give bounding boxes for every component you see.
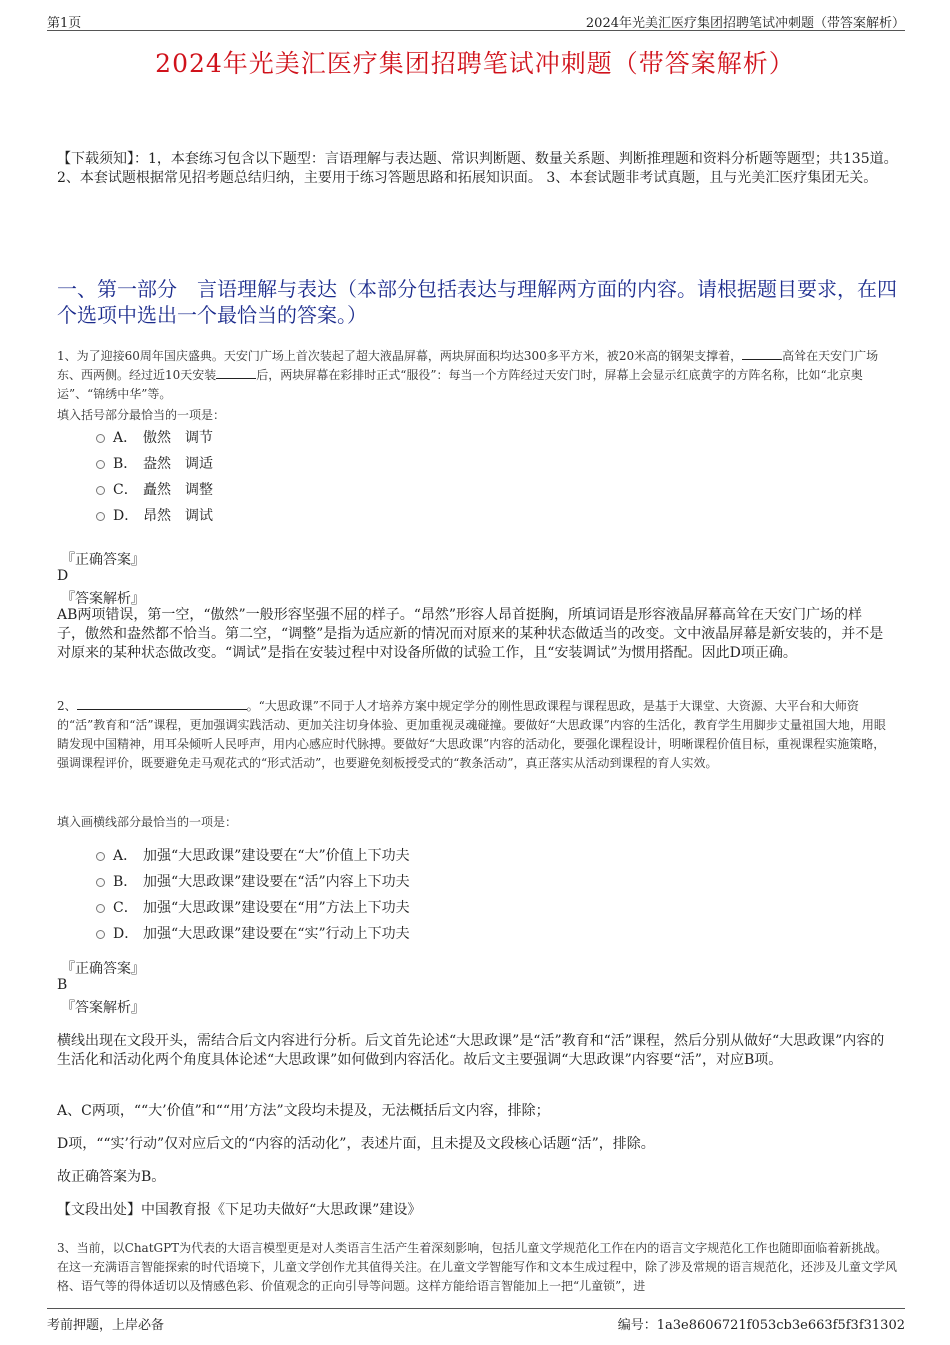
- option-d[interactable]: D． 昂然 调试: [96, 503, 213, 529]
- analysis-label: 『答案解析』: [61, 591, 145, 607]
- page-number: 第1页: [47, 16, 82, 31]
- question-2-analysis-p3: D项，““实’行动”仅对应后文的“内容的活动化”，表述片面，且未提及文段核心话题“活”，排除。: [57, 1136, 655, 1152]
- question-3-stem: 3、当前，以ChatGPT为代表的大语言模型更是对人类语言生活产生着深刻影响，包括儿童文学规范化工作在内的语言文字规范化工作也随即面临着新挑战。在这一充满语言智能探索的时代语境下，儿童文学创作尤其值得关注。在儿童文学智能写作和文本生成过程中，除了涉及常规的语言规范化，还涉及儿童文学风格、语气等的得体适切以及情感色彩、价值观念的正向引导等问题。这样方能给语言智能加上一把“儿童锁”，进: [57, 1241, 897, 1293]
- radio-icon[interactable]: [96, 878, 105, 887]
- analysis-label: 『答案解析』: [61, 1000, 145, 1016]
- question-1-analysis: AB两项错误，第一空，“傲然”一般形容坚强不屈的样子。“昂然”形容人昂首挺胸，所填词语是形容液晶屏幕高耸在天安门广场的样子，傲然和盎然都不恰当。第二空，“调整”是指为适应新的情况而对原来的某种状态做适当的改变。文中液晶屏幕是新安装的，并不是对原来的某种状态做改变。“调试”是指在安装过程中对设备所做的试验工作，且“安装调试”为惯用搭配。因此D项正确。: [57, 607, 884, 661]
- radio-icon[interactable]: [96, 486, 105, 495]
- answer-label: 『正确答案』: [61, 961, 145, 977]
- question-2-options: [96, 843, 410, 947]
- radio-icon[interactable]: [96, 512, 105, 521]
- question-2-source: 【文段出处】中国教育报《下足功夫做好“大思政课”建设》: [57, 1202, 422, 1218]
- option-b[interactable]: B． 加强“大思政课”建设要在“活”内容上下功夫: [96, 869, 410, 895]
- page-footer: [47, 1308, 905, 1331]
- footer-doc-id: 编号：1a3e8606721f053cb3e663f5f3f31302: [617, 1318, 905, 1333]
- question-2-stem: 2、 。“大思政课”不同于人才培养方案中规定学分的刚性思政课程与课程思政，是基于大课堂、大资源、大平台和大师资的“活”教育和“活”课程，更加强调实践活动、更加关注切身体验、更加重视灵魂碰撞。要做好“大思政课”内容的生活化，教育学生用脚步丈量祖国大地，用眼睛发现中国精神，用耳朵倾听人民呼声，用内心感应时代脉搏。要做好“大思政课”内容的活动化，要强化课程设计，明晰课程价值目标，重视课程实施策略，强调课程评价，既要避免走马观花式的“形式活动”，也要避免刻板授受式的“教条活动”，真正落实从活动到课程的育人实效。: [57, 699, 886, 770]
- question-2-analysis-p4: 故正确答案为B。: [57, 1169, 166, 1185]
- question-1-stem: 1、为了迎接60周年国庆盛典。天安门广场上首次装起了超大液晶屏幕，两块屏面积均达300多平方米，被20米高的钢架支撑着， 高耸在天安门广场东、西两侧。经过近10天安装 后，两块屏幕在彩排时正式“服役”：每当一个方阵经过天安门时，屏幕上会显示红底黄字的方阵名称，比如“北京奥运”、“锦绣中华”等。: [57, 349, 879, 401]
- section-heading: 一、第一部分 言语理解与表达（本部分包括表达与理解两方面的内容。请根据题目要求，在四个选项中选出一个最恰当的答案。）: [57, 277, 897, 327]
- question-2-prompt: 填入画横线部分最恰当的一项是：: [57, 815, 238, 829]
- option-c[interactable]: C． 矗然 调整: [96, 477, 213, 503]
- blank-2: [216, 366, 256, 379]
- document-title: 2024年光美汇医疗集团招聘笔试冲刺题（带答案解析）: [155, 49, 795, 78]
- option-c[interactable]: C． 加强“大思政课”建设要在“用”方法上下功夫: [96, 895, 410, 921]
- blank-1: [742, 347, 782, 360]
- header-doc-title: 2024年光美汇医疗集团招聘笔试冲刺题（带答案解析）: [585, 16, 905, 31]
- footer-slogan: 考前押题，上岸必备: [47, 1318, 165, 1333]
- answer-label: 『正确答案』: [61, 552, 145, 568]
- answer-value: B: [57, 977, 68, 993]
- question-2-analysis-p2: A、C两项，““大’价值”和““用’方法”文段均未提及，无法概括后文内容，排除；: [57, 1103, 550, 1119]
- radio-icon[interactable]: [96, 904, 105, 913]
- option-a[interactable]: A． 傲然 调节: [96, 425, 213, 451]
- option-b[interactable]: B． 盎然 调适: [96, 451, 213, 477]
- question-1-options: [96, 425, 213, 529]
- question-1-prompt: 填入括号部分最恰当的一项是：: [57, 408, 226, 422]
- radio-icon[interactable]: [96, 434, 105, 443]
- answer-value: D: [57, 568, 69, 584]
- radio-icon[interactable]: [96, 460, 105, 469]
- page-header: [47, 8, 905, 31]
- question-2-analysis-p1: 横线出现在文段开头，需结合后文内容进行分析。后文首先论述“大思政课”是“活”教育和“活”课程，然后分别从做好“大思政课”内容的生活化和活动化两个角度具体论述“大思政课”如何做到内容活化。故后文主要强调“大思政课”内容要“活”，对应B项。: [57, 1033, 885, 1068]
- option-d[interactable]: D． 加强“大思政课”建设要在“实”行动上下功夫: [96, 921, 410, 947]
- option-a[interactable]: A． 加强“大思政课”建设要在“大”价值上下功夫: [96, 843, 410, 869]
- radio-icon[interactable]: [96, 930, 105, 939]
- download-notice: 【下载须知】：1，本套练习包含以下题型：言语理解与表达题、常识判断题、数量关系题、判断推理题和资料分析题等题型；共135道。 2、本套试题根据常见招考题总结归纳，主要用于练习答题思路和拓展知识面。 3、本套试题非考试真题，且与光美汇医疗集团无关。: [57, 151, 898, 186]
- underline-blank: [77, 697, 247, 710]
- radio-icon[interactable]: [96, 852, 105, 861]
